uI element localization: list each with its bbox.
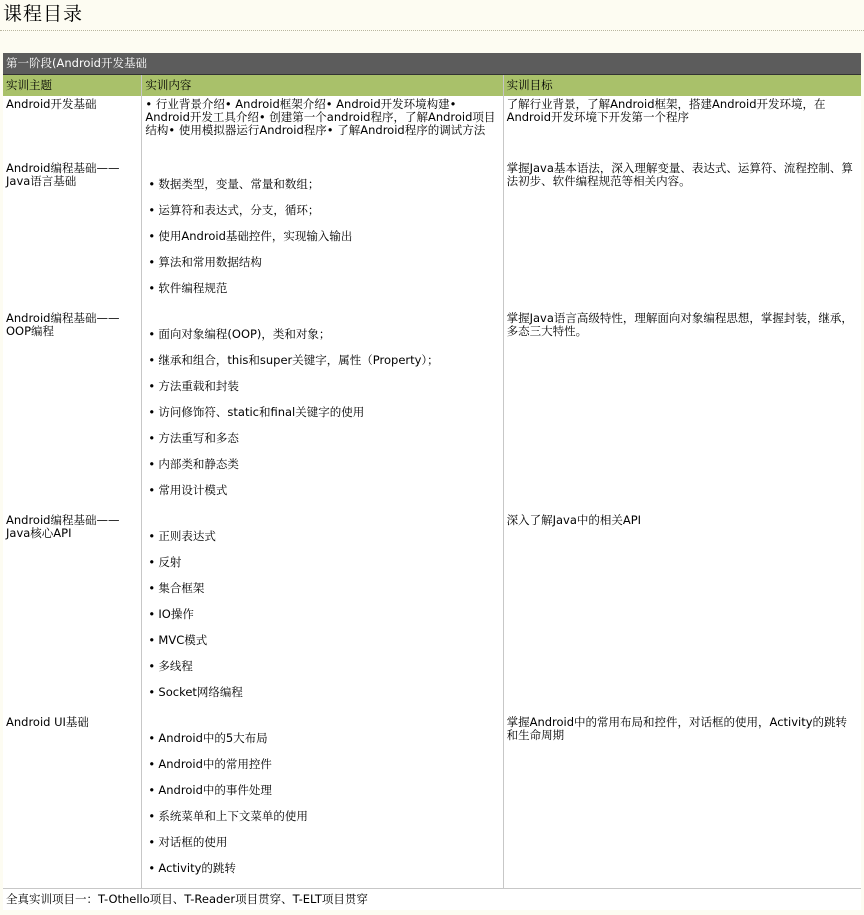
- row-goal: 掌握Java基本语法，深入理解变量、表达式、运算符、流程控制、算法初步、软件编程规范等相关内容。: [503, 160, 861, 310]
- content-list: [145, 176, 498, 306]
- course-table-container: [3, 53, 861, 910]
- list-item: • Activity的跳转: [145, 860, 498, 886]
- row-goal: 了解行业背景，了解Android框架，搭建Android开发环境，在Android开发环境下开发第一个程序: [503, 96, 861, 160]
- list-item: • 数据类型，变量、常量和数组；: [145, 176, 498, 202]
- row-content: [142, 160, 503, 310]
- row-goal: 深入了解Java中的相关API: [503, 512, 861, 714]
- table-header-row: [3, 75, 861, 97]
- row-content: [142, 310, 503, 512]
- table-row: [3, 512, 861, 714]
- header-content: 实训内容: [142, 75, 503, 97]
- list-item: • Android中的常用控件: [145, 756, 498, 782]
- footer-text: 全真实训项目一：T-Othello项目、T-Reader项目贯穿、T-ELT项目贯穿: [3, 889, 861, 911]
- row-topic: Android开发基础: [3, 96, 142, 160]
- content-list: [145, 326, 498, 508]
- list-item: • 使用Android基础控件，实现输入输出: [145, 228, 498, 254]
- table-row: [3, 714, 861, 889]
- list-item: • 内部类和静态类: [145, 456, 498, 482]
- header-topic: 实训主题: [3, 75, 142, 97]
- row-topic: Android编程基础——OOP编程: [3, 310, 142, 512]
- list-item: • 集合框架: [145, 580, 498, 606]
- content-list: [145, 730, 498, 886]
- course-table: [3, 53, 861, 910]
- table-row: [3, 310, 861, 512]
- table-row: [3, 160, 861, 310]
- list-item: • Socket网络编程: [145, 684, 498, 710]
- row-content: [142, 512, 503, 714]
- stage-title: 第一阶段(Android开发基础: [3, 53, 861, 75]
- row-content: • 行业背景介绍• Android框架介绍• Android开发环境构建• Android开发工具介绍• 创建第一个android程序，了解Android项目结构• 使用模拟器运行Android程序• 了解Android程序的调试方法: [142, 96, 503, 160]
- stage-row: [3, 53, 861, 75]
- row-goal: 掌握Android中的常用布局和控件，对话框的使用，Activity的跳转和生命周期: [503, 714, 861, 889]
- page-title: 课程目录: [0, 0, 864, 31]
- list-item: • 方法重载和封装: [145, 378, 498, 404]
- list-item: • Android中的5大布局: [145, 730, 498, 756]
- list-item: • 算法和常用数据结构: [145, 254, 498, 280]
- list-item: • 反射: [145, 554, 498, 580]
- list-item: • 运算符和表达式，分支，循环；: [145, 202, 498, 228]
- list-item: • MVC模式: [145, 632, 498, 658]
- list-item: • Android中的事件处理: [145, 782, 498, 808]
- row-topic: Android编程基础——Java语言基础: [3, 160, 142, 310]
- table-row: [3, 96, 861, 160]
- list-item: • 对话框的使用: [145, 834, 498, 860]
- list-item: • 访问修饰符、static和final关键字的使用: [145, 404, 498, 430]
- list-item: • 面向对象编程(OOP)，类和对象；: [145, 326, 498, 352]
- list-item: • 软件编程规范: [145, 280, 498, 306]
- footer-row: [3, 889, 861, 911]
- list-item: • 常用设计模式: [145, 482, 498, 508]
- row-topic: Android编程基础——Java核心API: [3, 512, 142, 714]
- row-goal: 掌握Java语言高级特性，理解面向对象编程思想，掌握封装，继承，多态三大特性。: [503, 310, 861, 512]
- list-item: • 正则表达式: [145, 528, 498, 554]
- list-item: • 多线程: [145, 658, 498, 684]
- list-item: • IO操作: [145, 606, 498, 632]
- row-content: [142, 714, 503, 889]
- list-item: • 继承和组合，this和super关键字，属性（Property）；: [145, 352, 498, 378]
- row-topic: Android UI基础: [3, 714, 142, 889]
- list-item: • 方法重写和多态: [145, 430, 498, 456]
- header-goal: 实训目标: [503, 75, 861, 97]
- list-item: • 系统菜单和上下文菜单的使用: [145, 808, 498, 834]
- content-list: [145, 528, 498, 710]
